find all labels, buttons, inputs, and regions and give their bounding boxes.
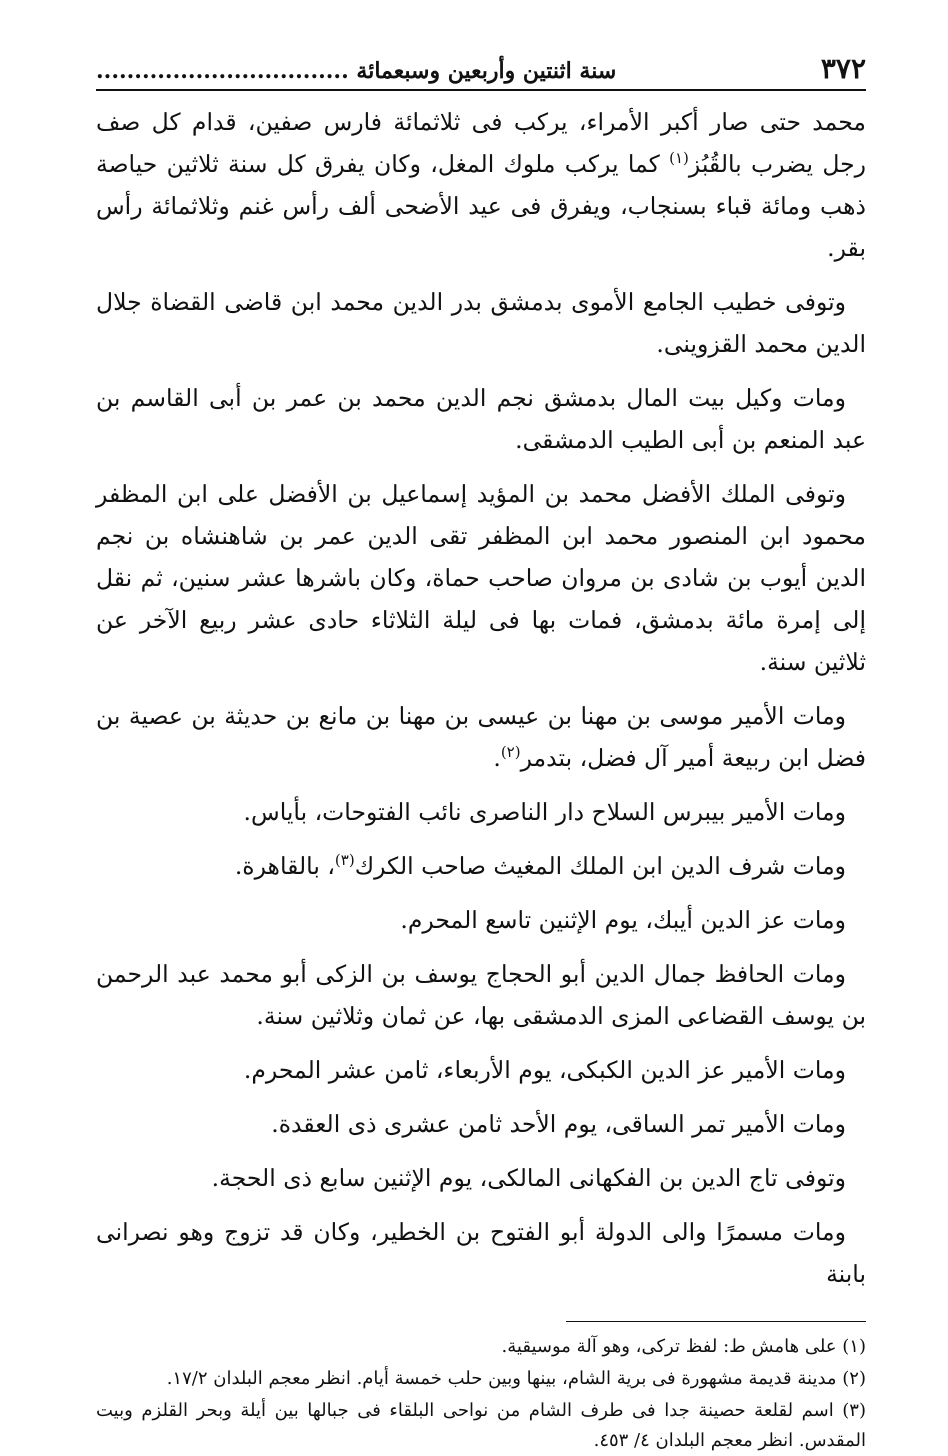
footnote-2: (٢) مدينة قديمة مشهورة فى برية الشام، بينها وبين حلب خمسة أيام. انظر معجم البلدان ١٧/٢. <box>166 1368 866 1389</box>
paragraph-11: ومات الأمير تمر الساقى، يوم الأحد ثامن عشرى ذى العقدة. <box>271 1110 846 1138</box>
footnote-3: (٣) اسم لقلعة حصينة جدا فى طرف الشام من نواحى البلقاء فى جبالها بين أيلة وبحر القلزم وبيت المقدس. انظر معجم البلدان ٤/ ٤٥٣. <box>96 1400 866 1451</box>
paragraph-7-text-a: ومات شرف الدين ابن الملك المغيث صاحب الكرك <box>354 852 846 880</box>
paragraph-12: وتوفى تاج الدين بن الفكهانى المالكى، يوم الإثنين سابع ذى الحجة. <box>211 1164 846 1192</box>
footnote-1: (١) على هامش ط: لفظ تركى، وهو آلة موسيقية. <box>501 1336 866 1357</box>
footnote-ref-3: (٣) <box>334 851 355 870</box>
paragraph-4: وتوفى الملك الأفضل محمد بن المؤيد إسماعيل بن الأفضل على ابن المظفر محمود ابن المنصور محمد ابن المظفر تقى الدين عمر بن شاهنشاه بن نجم الدين أيوب بن شادى بن مروان صاحب حماة، وكان باشرها عشر سنين، ثم نقل إلى إمرة مائة بدمشق، فمات بها فى ليلة الثلاثاء حادى عشر ربيع الآخر عن ثلاثين سنة. <box>96 480 867 676</box>
footnote-ref-1: (١) <box>669 149 689 168</box>
main-text <box>96 101 866 1295</box>
paragraph-10: ومات الأمير عز الدين الكبكى، يوم الأربعاء، ثامن عشر المحرم. <box>243 1056 846 1084</box>
paragraph-13: ومات مسمرًا والى الدولة أبو الفتوح بن الخطير، وكان قد تزوج وهو نصرانى بابنة <box>96 1218 866 1288</box>
footnotes <box>96 1332 866 1456</box>
footnote-separator <box>566 1321 866 1322</box>
paragraph-1-text-b: كما يركب ملوك المغل، وكان يفرق كل سنة ثلاثين حياصة ذهب ومائة قباء بسنجاب، ويفرق فى عيد الأضحى ألف رأس غنم وثلاثمائة رأس بقر. <box>96 150 866 262</box>
paragraph-2: وتوفى خطيب الجامع الأموى بدمشق بدر الدين محمد ابن قاضى القضاة جلال الدين محمد القزوينى. <box>96 288 866 358</box>
paragraph-1 <box>96 101 866 269</box>
paragraph-7-text-b: ، بالقاهرة. <box>234 852 335 880</box>
paragraph-5-text-b: . <box>493 744 501 772</box>
running-title: سنة اثنتين وأربعين وسبعمائة ................................. <box>96 58 617 84</box>
paragraph-5-text-a: ومات الأمير موسى بن مهنا بن عيسى بن مهنا بن مانع بن حديثة بن عصية بن فضل ابن ربيعة أمير آل فضل، بتدمر <box>96 702 866 772</box>
page-header <box>96 52 866 91</box>
paragraph-9: ومات الحافظ جمال الدين أبو الحجاج يوسف بن الزكى أبو محمد عبد الرحمن بن يوسف القضاعى المزى الدمشقى بها، عن ثمان وثلاثين سنة. <box>96 960 866 1030</box>
paragraph-7 <box>96 845 866 887</box>
paragraph-5 <box>96 695 866 779</box>
footnote-ref-2: (٢) <box>500 743 521 762</box>
page-number: ٣٧٢ <box>820 52 866 85</box>
paragraph-8: ومات عز الدين أيبك، يوم الإثنين تاسع المحرم. <box>400 906 846 934</box>
paragraph-6: ومات الأمير بيبرس السلاح دار الناصرى نائب الفتوحات، بأياس. <box>243 798 846 826</box>
book-page <box>96 52 867 1451</box>
paragraph-3: ومات وكيل بيت المال بدمشق نجم الدين محمد بن عمر بن أبى القاسم بن عبد المنعم بن أبى الطيب الدمشقى. <box>96 384 866 454</box>
paragraph-1-text-a: محمد حتى صار أكبر الأمراء، يركب فى ثلاثمائة فارس صفين، قدام كل صف رجل يضرب بالقُبُز <box>96 108 866 178</box>
